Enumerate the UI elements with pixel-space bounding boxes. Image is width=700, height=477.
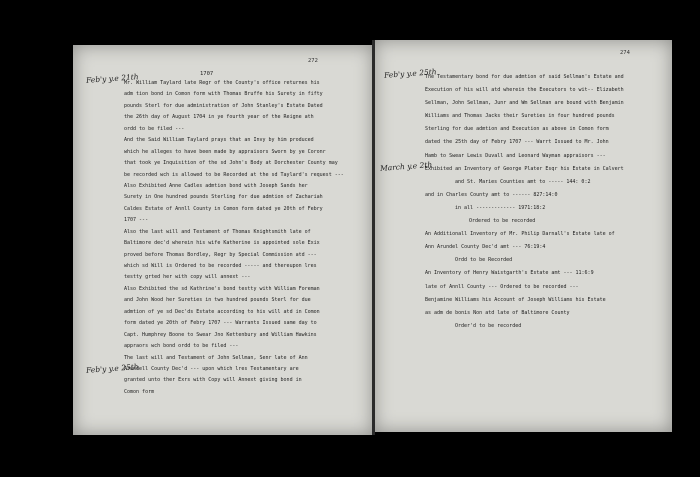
- right-margin-note-1: Feb'y y.e 25th: [383, 67, 437, 80]
- text-line: ordd to be filed ---: [124, 125, 185, 132]
- text-line: Sterling for due admtion and Execution as above in Comon form: [425, 126, 609, 133]
- text-line: late of Annll County --- Ordered to be recorded ---: [425, 283, 579, 290]
- text-line: 1707 ---: [124, 217, 149, 224]
- text-line: admtion of ye sd Dec'ds Estate according to his will atd in Comon: [124, 308, 320, 315]
- left-margin-note-2: Feb'y y.e 25th: [85, 362, 139, 375]
- text-line: testty grted her with copy will annext ---: [124, 274, 251, 281]
- page-gutter: [372, 40, 375, 435]
- right-page-text: [425, 71, 665, 333]
- text-line: Also the last will and Testament of Thomas Knightsmith late of: [124, 228, 311, 235]
- text-line: Benjamine Williams his Account of Joseph Williams his Estate: [425, 296, 606, 303]
- text-line: Baltimore dec'd wherein his wife Katherine is appointed sole Exix: [124, 240, 320, 247]
- left-page-text: [124, 78, 364, 398]
- text-line: pounds Sterl for due administration of John Stanley's Estate Dated: [124, 102, 323, 109]
- left-page-number: 272: [308, 58, 318, 64]
- text-line: Ann Arundel County Dec'd amt --- 76:19:4: [425, 244, 546, 251]
- text-line: Williams and Thomas Jacks their Sureties in four hundred pounds: [425, 113, 615, 120]
- right-margin-note-2: March y.e 2th: [379, 160, 433, 173]
- text-line: The Testamentary bond for due admtion of said Sellman's Estate and: [425, 74, 624, 80]
- text-line: Hamb to Swear Lewis Duvall and Leonard Wayman appraisors ---: [425, 152, 606, 159]
- text-line: appraors wch bond ordd to be filed ---: [124, 343, 239, 350]
- text-line: which sd Will is Ordered to be recorded ----- and thereupon lres: [124, 263, 317, 269]
- text-line: Ordered to be recorded: [469, 218, 536, 225]
- text-line: the 26th day of August 1704 in ye fourth year of the Reigne ath: [124, 114, 314, 121]
- text-line: Capt. Humphrey Boone to Swear Jno Kettenbury and William Hawkins: [124, 331, 317, 338]
- text-line: be recorded wch is allowed to be Recorded at the sd Taylard's request ---: [124, 171, 344, 178]
- text-line: as adm de bonis Non atd late of Baltimore County: [425, 309, 570, 316]
- text-line: that took ye Inquisition of the sd John's Body at Dorchester County may: [124, 160, 338, 167]
- text-line: Arundell County Dec'd --- upon which lres Testamentary are: [124, 365, 299, 372]
- text-line: which he alleges to have been made by appraisors Sworn by ye Coronr: [124, 148, 326, 155]
- text-line: Also Exhibited the sd Kathrine's bond testty with William Foreman: [124, 285, 320, 292]
- left-margin-note-1: Feb'y y.e 21th: [85, 72, 139, 85]
- text-line: proved before Thomas Bordley, Regr by Special Commission atd ---: [124, 251, 317, 258]
- text-line: An Inventory of Henry Waistgarth's Estate amt --- 11:6:9: [425, 270, 594, 277]
- text-line: dated the 25th day of Febry 1707 --- Warrt Issued to Mr. John: [425, 139, 609, 146]
- text-line: Comon form: [124, 388, 155, 395]
- left-page-year: 1707: [200, 71, 214, 77]
- text-line: Sellman, John Sellman, Junr and Wm Sellman are bound with Benjamin: [425, 100, 624, 107]
- text-line: and John Wood her Sureties in two hundred pounds Sterl for due: [124, 297, 311, 304]
- text-line: Caldes Estate of Annll County in Comon form dated ye 20th of Febry: [124, 205, 323, 212]
- text-line: The last will and Testament of John Sellman, Senr late of Ann: [124, 354, 308, 361]
- text-line: Exhibited an Inventory of George Plater Esqr his Estate in Calvert: [425, 165, 624, 172]
- text-line: Mr. William Taylard late Regr of the County's office returnes his: [124, 80, 320, 86]
- right-page-number: 274: [620, 50, 630, 56]
- text-line: in all ------------- 1971:18:2: [455, 204, 546, 211]
- text-line: form dated ye 20th of Febry 1707 --- Warrants Issued same day to: [124, 320, 317, 327]
- text-line: and in Charles County amt to ------ 827:14:0: [425, 191, 558, 198]
- text-line: granted unto ther Exrs with Copy will Annext giving bond in: [124, 377, 302, 384]
- text-line: and St. Maries Counties amt to ----- 144: 0:2: [455, 178, 591, 185]
- text-line: Order'd to be recorded: [455, 322, 522, 329]
- text-line: An Additionall Inventory of Mr. Philip Darnall's Estate late of: [425, 231, 615, 238]
- text-line: Ordd to be Recorded: [455, 257, 513, 264]
- text-line: Surety in One hundred pounds Sterling for due admtion of Zachariah: [124, 194, 323, 201]
- text-line: adm tion bond in Comon form with Thomas Bruffe his Surety in fifty: [124, 91, 323, 98]
- text-line: Also Exhibited Anne Cadles admtion bond with Joseph Sands her: [124, 182, 308, 189]
- text-line: Execution of his will atd wherein the Executors to wit-- Elizabeth: [425, 87, 624, 94]
- text-line: And the Said William Taylard prays that an Invy by him produced: [124, 137, 314, 144]
